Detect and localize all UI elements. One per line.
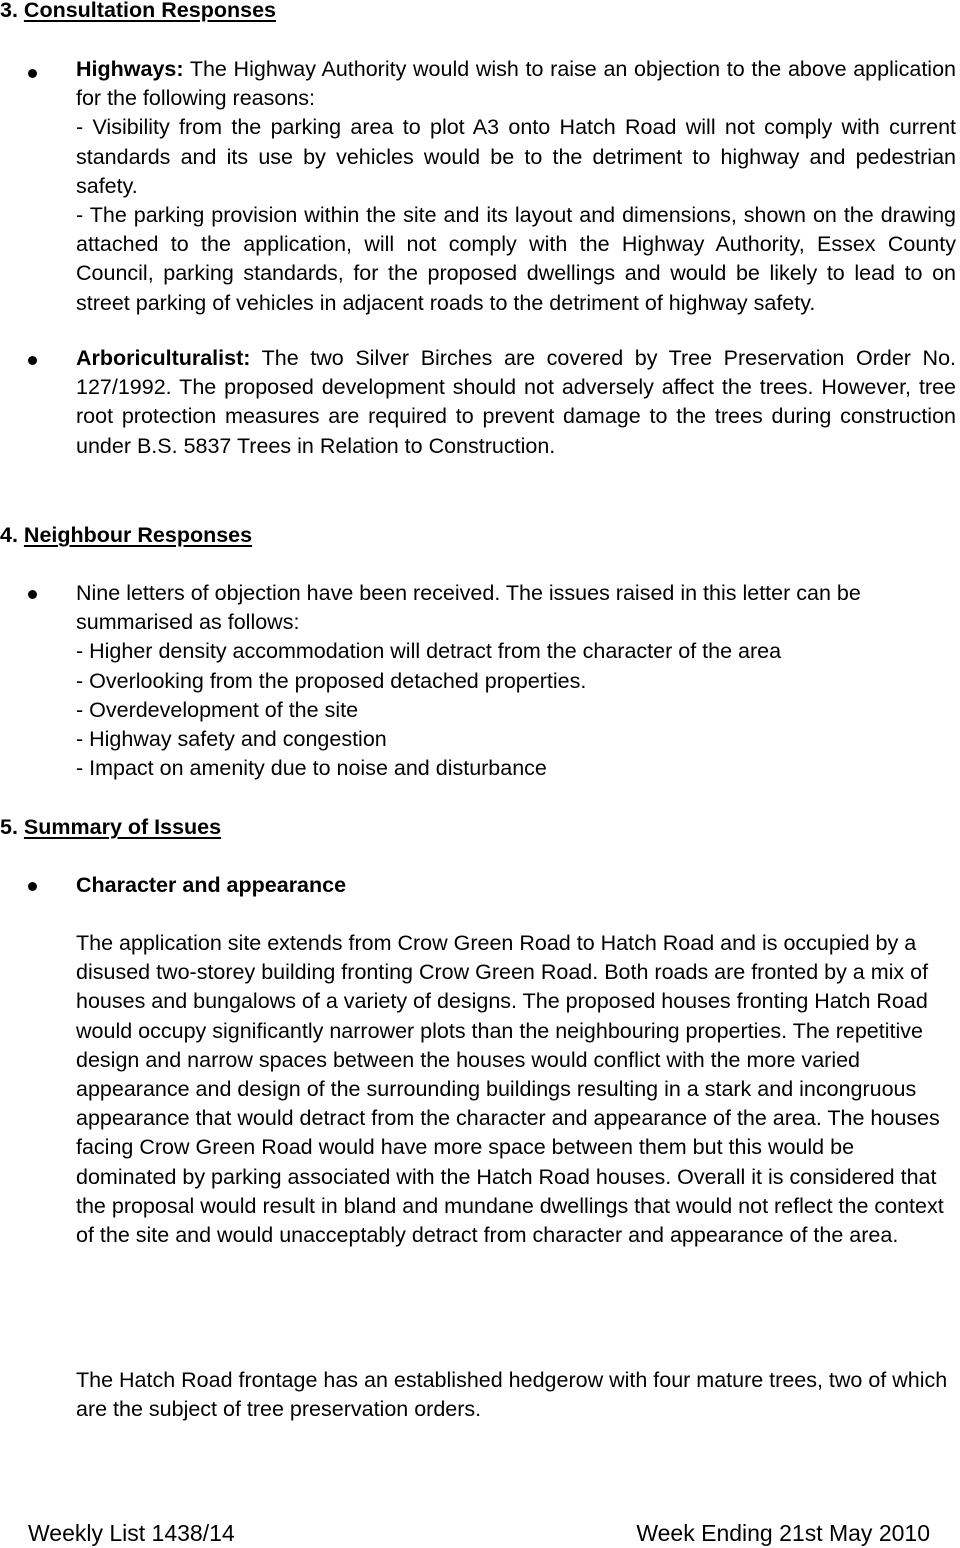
summary-paragraph-1: The application site extends from Crow Green Road to Hatch Road and is occupied by a disused two-storey building fronting Crow Green Road. Both roads are fronted by a mix of houses and bungalows of a variety of designs. The proposed houses fronting Hatch Road would occupy significantly narrower plots than the neighbouring properties. The repetitive design and narrow spaces between the houses would conflict with the more varied appearance and design of the surrounding buildings resulting in a stark and incongruous appearance that would detract from the character and appearance of the area. The houses facing Crow Green Road would have more space between them but this would be dominated by parking associated with the Hatch Road houses. Overall it is considered that the proposal would result in bland and mundane dwellings that would not reflect the context of the site and would unacceptably detract from character and appearance of the area.	[76, 931, 944, 1248]
highways-response	[76, 55, 956, 318]
section-5-heading	[0, 813, 221, 842]
section-3-title: Consultation Responses	[23, 0, 276, 22]
section-4-heading	[0, 521, 252, 550]
neighbour-issue: - Higher density accommodation will detract from the character of the area	[76, 639, 782, 664]
footer-week-ending: Week Ending 21st May 2010	[636, 1520, 930, 1546]
summary-subheading: Character and appearance	[76, 873, 347, 897]
neighbour-issue: - Impact on amenity due to noise and disturbance	[76, 756, 547, 781]
neighbour-intro: Nine letters of objection have been received. The issues raised in this letter can be summarised as follows:	[76, 581, 861, 635]
bullet-icon	[28, 590, 37, 599]
neighbour-issue: - Overdevelopment of the site	[76, 697, 359, 722]
section-5-number: 5.	[0, 815, 18, 839]
section-3-heading	[0, 0, 276, 25]
footer-weekly-list: Weekly List 1438/14	[28, 1520, 235, 1546]
highways-label: Highways:	[76, 57, 184, 81]
summary-paragraph-2: The Hatch Road frontage has an established hedgerow with four mature trees, two of which are the subject of tree preservation orders.	[76, 1368, 948, 1422]
neighbour-issue: - Overlooking from the proposed detached properties.	[76, 668, 587, 693]
section-4-number: 4.	[0, 523, 18, 547]
highways-text: The Highway Authority would wish to raise an objection to the above application for the following reasons:	[76, 57, 956, 111]
arboriculturalist-text: The two Silver Birches are covered by Tree Preservation Order No. 127/1992. The proposed development should not adversely affect the trees. However, tree root protection measures are required to prevent damage to the trees during construction under B.S. 5837 Trees in Relation to Construction.	[76, 346, 956, 458]
arboriculturalist-response	[76, 344, 956, 461]
highways-reason-2: - The parking provision within the site and its layout and dimensions, shown on the drawing attached to the application, will not comply with the Highway Authority, Essex County Council, parking standards, for the proposed dwellings and would be likely to lead to on street parking of vehicles in adjacent roads to the detriment of highway safety.	[76, 203, 956, 315]
section-4-title: Neighbour Responses	[23, 523, 253, 547]
bullet-icon	[28, 882, 37, 891]
arboriculturalist-label: Arboriculturalist:	[76, 346, 251, 370]
bullet-icon	[28, 69, 37, 78]
highways-reason-1: - Visibility from the parking area to plot A3 onto Hatch Road will not comply with current standards and its use by vehicles would be to the detriment to highway and pedestrian safety.	[76, 115, 956, 198]
bullet-icon	[28, 356, 37, 365]
section-5-title: Summary of Issues	[23, 815, 222, 839]
neighbour-responses	[76, 579, 956, 783]
section-3-number: 3.	[0, 0, 18, 22]
neighbour-issue: - Highway safety and congestion	[76, 727, 387, 752]
